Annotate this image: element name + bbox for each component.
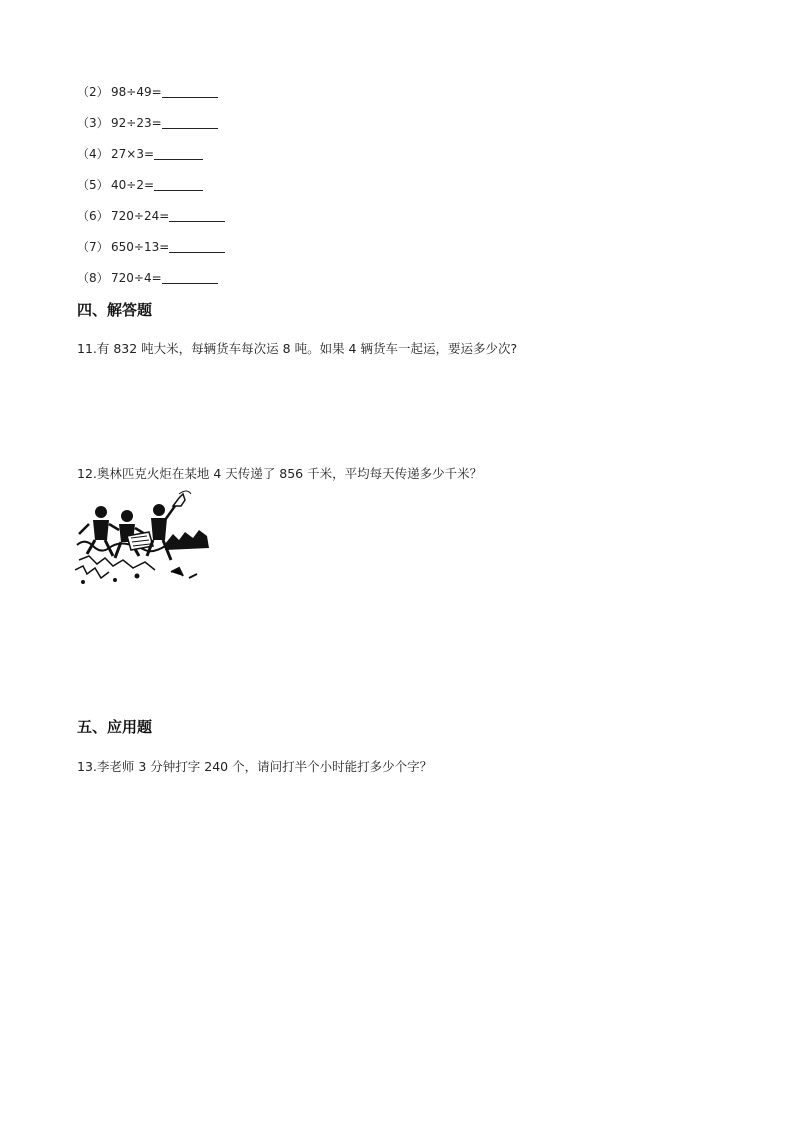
torch-relay-image xyxy=(75,490,211,590)
question-12: 12.奥林匹克火炬在某地 4 天传递了 856 千米，平均每天传递多少千米？ xyxy=(77,466,483,481)
calc-expression: 720÷24= xyxy=(111,209,170,223)
answer-blank[interactable] xyxy=(162,82,218,98)
calc-expression: 27×3= xyxy=(111,147,155,161)
calc-item xyxy=(77,237,377,268)
calc-expression: 720÷4= xyxy=(111,271,162,285)
calculation-list xyxy=(77,82,377,299)
calc-index: （5） xyxy=(77,178,109,192)
torch-relay-illustration xyxy=(75,490,211,590)
calc-item xyxy=(77,144,377,175)
answer-blank[interactable] xyxy=(169,237,225,253)
calc-index: （6） xyxy=(77,209,109,223)
calc-expression: 40÷2= xyxy=(111,178,155,192)
answer-blank[interactable] xyxy=(162,113,218,129)
calc-index: （3） xyxy=(77,116,109,130)
calc-expression: 650÷13= xyxy=(111,240,170,254)
answer-blank[interactable] xyxy=(154,175,203,191)
calc-item xyxy=(77,82,377,113)
calc-item xyxy=(77,113,377,144)
calc-index: （4） xyxy=(77,147,109,161)
section-heading-answer-questions: 四、解答题 xyxy=(77,301,153,319)
calc-expression: 98÷49= xyxy=(111,85,162,99)
answer-blank[interactable] xyxy=(169,206,225,222)
calc-index: （8） xyxy=(77,271,109,285)
calc-item xyxy=(77,206,377,237)
question-13: 13.李老师 3 分钟打字 240 个，请问打半个小时能打多少个字？ xyxy=(77,759,433,774)
calc-item xyxy=(77,268,377,299)
answer-blank[interactable] xyxy=(154,144,203,160)
calc-index: （2） xyxy=(77,85,109,99)
answer-blank[interactable] xyxy=(162,268,218,284)
calc-index: （7） xyxy=(77,240,109,254)
question-11: 11.有 832 吨大米，每辆货车每次运 8 吨。如果 4 辆货车一起运，要运多少次? xyxy=(77,341,518,356)
section-heading-application-questions: 五、应用题 xyxy=(77,718,153,736)
calc-expression: 92÷23= xyxy=(111,116,162,130)
calc-item xyxy=(77,175,377,206)
